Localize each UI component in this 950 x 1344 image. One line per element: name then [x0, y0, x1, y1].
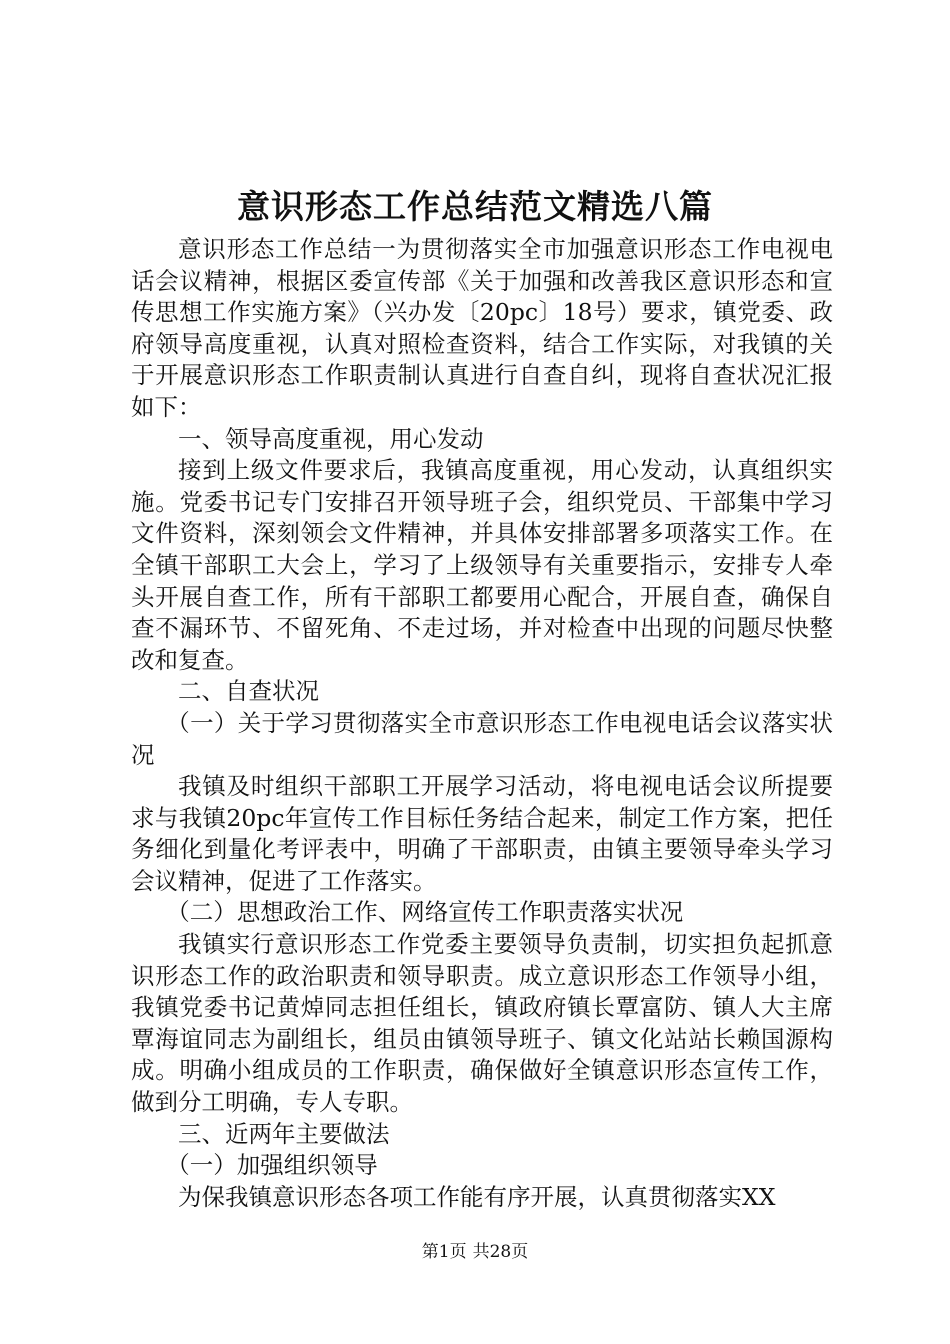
document-body	[131, 234, 833, 1213]
section-heading-1: 一、领导高度重视，用心发动	[178, 424, 484, 453]
page-total: 共28页	[472, 1242, 529, 1262]
body-paragraph: 我镇及时组织干部职工开展学习活动，将电视电话会议所提要求与我镇20pc年宣传工作目标任务结合起来，制定工作方案，把任务细化到量化考评表中，明确了干部职责，由镇主要领导牵头学习会议精神，促进了工作落实。	[131, 772, 833, 895]
body-paragraph: 接到上级文件要求后，我镇高度重视，用心发动，认真组织实施。党委书记专门安排召开领导班子会，组织党员、干部集中学习文件资料，深刻领会文件精神，并具体安排部署多项落实工作。在全镇干部职工大会上，学习了上级领导有关重要指示，安排专人牵头开展自查工作，所有干部职工都要用心配合，开展自查，确保自查不漏环节、不留死角、不走过场，并对检查中出现的问题尽快整改和复查。	[131, 456, 833, 674]
subsection-heading: （一）关于学习贯彻落实全市意识形态工作电视电话会议落实状况	[131, 708, 833, 769]
page-number: 第1页	[421, 1242, 467, 1262]
body-paragraph: 为保我镇意识形态各项工作能有序开展，认真贯彻落实XX	[178, 1182, 776, 1211]
page-footer	[0, 1240, 950, 1264]
subsection-heading: （二）思想政治工作、网络宣传工作职责落实状况	[166, 898, 684, 927]
section-heading-2: 二、自查状况	[178, 677, 319, 706]
section-heading-3: 三、近两年主要做法	[178, 1119, 390, 1148]
body-paragraph: 我镇实行意识形态工作党委主要领导负责制，切实担负起抓意识形态工作的政治职责和领导职责。成立意识形态工作领导小组，我镇党委书记黄焯同志担任组长，镇政府镇长覃富防、镇人大主席覃海谊同志为副组长，组员由镇领导班子、镇文化站站长赖国源构成。明确小组成员的工作职责，确保做好全镇意识形态宣传工作，做到分工明确，专人专职。	[131, 930, 833, 1117]
subsection-heading: （一）加强组织领导	[166, 1151, 378, 1180]
intro-paragraph: 意识形态工作总结一为贯彻落实全市加强意识形态工作电视电话会议精神，根据区委宣传部《关于加强和改善我区意识形态和宣传思想工作实施方案》（兴办发〔20pc〕18号）要求，镇党委、政府领导高度重视，认真对照检查资料，结合工作实际，对我镇的关于开展意识形态工作职责制认真进行自查自纠，现将自查状况汇报如下：	[131, 235, 833, 421]
document-title: 意识形态工作总结范文精选八篇	[237, 187, 713, 226]
